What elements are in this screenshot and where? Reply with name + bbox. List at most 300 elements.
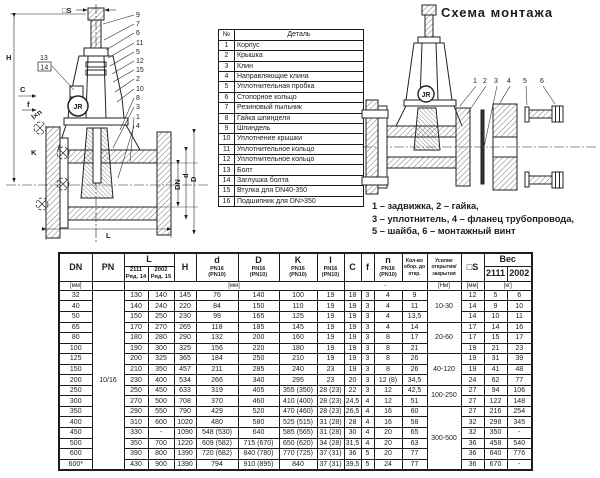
dim-row [59,333,532,344]
dim-cell: 23 [507,343,532,354]
force-range-cell: 20-60 [427,322,461,354]
callout: 8 [136,95,140,102]
col-h: H [174,253,196,281]
dim-cell: 550 [148,406,174,417]
dim-cell: 5 [361,459,374,470]
dim-cell: 17 [461,322,484,333]
dim-cell: 160 [279,333,317,344]
dim-cell: 450 [148,385,174,396]
dim-cell: 200 [124,354,148,365]
m-washer-bottom [525,172,529,187]
callout: 7 [136,21,140,28]
dim-cell: 8 [374,364,402,375]
dim-cell: 11 [507,312,532,323]
parts-col-num: № [219,30,235,41]
col-f: f [361,253,374,281]
dim-table-body [59,290,532,470]
parts-cell: 1 [219,40,235,50]
parts-cell: 14 [219,175,235,185]
dim-cell: 37 (31) [317,459,344,470]
dim-cell: 31 (28) [317,428,344,439]
m-gasket [481,110,484,184]
dim-cell: 19 [344,364,361,375]
dim-cell: 58 [402,417,427,428]
mounting-legend [372,200,598,238]
mounting-scheme-title: Схема монтажа [441,5,554,20]
dim-cell: 156 [196,343,238,354]
dim-cell: 19 [317,312,344,323]
parts-table-body [219,40,364,206]
legend-line: 5 – шайба, 6 – монтажный винт [372,226,516,236]
m-stem [425,15,433,37]
dim-cell: 15 [484,333,507,344]
legend-line: 1 – задвижка, 2 – гайка, [372,201,479,211]
dim-cell: 266 [196,375,238,386]
dim-cell: 390 [124,449,148,460]
dim-cell: 77 [507,375,532,386]
dim-cell: 800 [148,449,174,460]
dim-cell: 30 [344,428,361,439]
parts-cell: Уплотнительное кольцо [235,155,364,165]
dim-cell: 370 [196,396,238,407]
left-flange [46,127,60,238]
dim-cell: 230 [124,375,148,386]
dim-cell: 22 [344,385,361,396]
parts-row [219,155,364,165]
parts-cell: Стопорное кольцо [235,92,364,102]
col-n: n PN16 (PN10) [374,253,402,281]
parts-cell: Клин [235,61,364,71]
dim-cell: 106 [507,385,532,396]
dim-cell: 200 [238,333,279,344]
dim-cell: 350 [124,438,148,449]
callout: 2 [483,78,487,85]
dim-cell: 220 [174,301,196,312]
dim-row [59,343,532,354]
parts-list-table [218,29,364,207]
parts-cell: Подшипник для DN>350 [235,196,364,206]
dim-cell: 148 [507,396,532,407]
dim-cell: 63 [402,438,427,449]
parts-cell: 8 [219,113,235,123]
dim-cell: 4 [374,312,402,323]
dim-cell: 350 [148,364,174,375]
dim-cell: 715 (670) [238,438,279,449]
dim-row [59,364,532,375]
dim-cell: 250 [238,354,279,365]
col-pn: PN [92,253,124,281]
dim-cell: 27 [461,396,484,407]
dim-cell: 250 [148,312,174,323]
dim-cell: 580 [238,417,279,428]
bonnet-flange [64,118,128,125]
col-s: □S [461,253,484,281]
callout: 15 [136,67,144,74]
parts-cell: 16 [219,196,235,206]
dim-cell: 3 [361,354,374,365]
m-bolt-shaft-bottom [529,176,552,184]
dn-cell: 450 [59,428,92,439]
callout: 3 [494,78,498,85]
dim-cell: 19 [317,290,344,301]
dim-cell: 118 [196,322,238,333]
dim-cell: 19 [344,354,361,365]
dim-row [59,354,532,365]
unit-cell [92,281,124,290]
dim-cell: 110 [279,301,317,312]
callout: 10 [136,86,144,93]
dim-cell: 19 [317,354,344,365]
dim-cell: 12 [374,396,402,407]
dim-cell: 180 [279,343,317,354]
dim-cell: 640 [484,449,507,460]
dim-cell: 295 [279,375,317,386]
dim-cell: 76 [196,290,238,301]
dim-row [59,417,532,428]
parts-cell: Направляющие клина [235,71,364,81]
dim-label-L: L [106,231,111,240]
dim-cell: 9 [484,301,507,312]
dim-cell: 150 [124,312,148,323]
dim-cell: 19 [344,343,361,354]
dim-cell: 3 [361,322,374,333]
dim-cell: 19 [317,343,344,354]
dim-cell: 1220 [174,438,196,449]
parts-cell: Крышка [235,51,364,61]
dim-cell: 140 [148,290,174,301]
dim-cell: 520 [238,406,279,417]
dim-label-f: f [27,100,30,109]
dim-cell: 3 [361,343,374,354]
dim-cell: 3 [361,375,374,386]
callout: 6 [136,30,140,37]
dim-cell: 355 (350) [279,385,317,396]
units-row [59,281,532,290]
col-force: Усилие открытия/закрытия [427,253,461,281]
parts-row [219,165,364,175]
dim-cell: 5 [361,449,374,460]
dim-cell: 3 [361,364,374,375]
parts-row [219,186,364,196]
parts-cell: 7 [219,103,235,113]
dim-cell: 21 [484,343,507,354]
dim-cell: 457 [174,364,196,375]
dim-cell: - [507,459,532,470]
dim-row [59,406,532,417]
parts-row [219,196,364,206]
dim-cell: 460 [238,396,279,407]
dim-cell: 3 [361,333,374,344]
dim-cell: 910 (895) [238,459,279,470]
unit-cell: [Нм] [427,281,461,290]
dim-cell: 20 [344,375,361,386]
dim-cell: 4 [361,406,374,417]
parts-row [219,144,364,154]
dim-cell: 36 [344,449,361,460]
dim-cell: 19 [344,301,361,312]
dim-cell: 254 [507,406,532,417]
dim-cell: 840 (780) [238,449,279,460]
dn-cell: 250 [59,385,92,396]
m-left-bolt-top [362,110,388,118]
dim-cell: 170 [124,322,148,333]
m-bolt-shaft-top [529,110,552,118]
dim-cell: 24 [461,375,484,386]
dn-cell: 100 [59,343,92,354]
dn-cell: 40 [59,301,92,312]
dim-cell: 28 (23) [317,406,344,417]
dim-cell: 65 [402,428,427,439]
dim-cell: 190 [124,343,148,354]
dim-cell: 540 [507,438,532,449]
dim-cell: 21 [402,343,427,354]
dim-row [59,385,532,396]
parts-cell: 10 [219,134,235,144]
dim-cell: - [507,428,532,439]
m-wedge [414,108,440,150]
dim-cell: 285 [238,364,279,375]
pipe-wall-top [68,150,157,163]
dim-cell: 794 [196,459,238,470]
dim-row [59,449,532,460]
dim-cell: 3 [361,290,374,301]
dim-cell: 265 [174,322,196,333]
parts-cell: 6 [219,92,235,102]
dim-cell: 34 (28) [317,438,344,449]
parts-cell: 2 [219,51,235,61]
dn-cell: 150 [59,364,92,375]
dim-cell: 4 [374,290,402,301]
parts-row [219,134,364,144]
dim-cell: 534 [174,375,196,386]
col-L-2111: 2111 Ряд. 14 [125,267,147,280]
dim-cell: 298 [484,417,507,428]
dim-cell: 19 [461,364,484,375]
dim-cell: 405 [238,385,279,396]
dim-cell: 609 (582) [196,438,238,449]
parts-cell: 5 [219,82,235,92]
dim-cell: 633 [174,385,196,396]
dim-cell: 330 [124,428,148,439]
dim-cell: 150 [238,301,279,312]
pn-cell: 10/16 [92,290,124,470]
parts-cell: Резиновый пыльник [235,103,364,113]
dim-label-d: d [181,173,190,178]
dim-cell: 319 [196,385,238,396]
mounting-scheme-drawing [360,0,600,198]
dim-cell: 16 [374,417,402,428]
parts-cell: Уплотнительное кольцо [235,144,364,154]
dim-cell: 10 [507,301,532,312]
dim-cell: 20 [374,449,402,460]
dim-cell: 1090 [174,428,196,439]
dim-row [59,459,532,470]
legend-line: 3 – уплотнитель, 4 – фланец трубопровода, [372,213,574,224]
right-flange [157,132,171,235]
dim-cell: 4 [361,396,374,407]
col-d: d PN16 (PN10) [196,253,238,281]
dim-cell: 270 [148,322,174,333]
unit-cell: [мм] [59,281,92,290]
dim-cell: 145 [174,290,196,301]
col-weight-2002: 2002 [507,267,532,282]
dim-cell: 16 [507,322,532,333]
dn-cell: 500 [59,438,92,449]
dim-cell: 28 (23) [317,396,344,407]
dim-cell: 600 [148,417,174,428]
dim-cell: 19 [344,322,361,333]
dim-cell: 340 [238,375,279,386]
dim-cell: 60 [402,406,427,417]
dim-cell: 39,5 [344,459,361,470]
dim-cell: 32 [461,428,484,439]
dim-cell: 230 [174,312,196,323]
dim-cell: 31,5 [345,439,360,447]
parts-row [219,51,364,61]
dim-cell: 776 [507,449,532,460]
dim-cell: 3 [361,312,374,323]
m-valve-flange [456,108,470,186]
dim-cell: 19 [461,343,484,354]
dim-cell: 145 [279,322,317,333]
dim-cell: 132 [196,333,238,344]
dim-cell: 4 [361,438,374,449]
dim-cell: 185 [238,322,279,333]
parts-row [219,71,364,81]
valve-body-shapes [6,4,210,244]
dim-cell: 24 [374,459,402,470]
dim-cell: 1390 [174,459,196,470]
dim-row [59,301,532,312]
parts-row [219,40,364,50]
dim-cell: 24,5 [345,397,360,405]
m-brand-logo: JR [421,92,431,99]
force-range-cell: 300-500 [427,406,461,470]
unit-cell: [кг] [484,281,532,290]
dim-label-C: C [20,85,26,94]
parts-cell: 4 [219,71,235,81]
callout: 3 [136,104,140,111]
parts-cell: Болт [235,165,364,175]
dim-cell: 94 [484,385,507,396]
dim-cell: 180 [124,333,148,344]
dim-cell: 365 [174,354,196,365]
dim-cell: 429 [196,406,238,417]
dim-cell: 19 [317,333,344,344]
stem-nut [84,48,108,56]
dim-cell: 4 [361,417,374,428]
dim-cell: 19 [317,301,344,312]
dim-cell: 17 [402,333,427,344]
dim-cell: 290 [174,333,196,344]
mounting-callouts [473,78,544,85]
dim-label-H: H [6,53,12,62]
col-C: C [344,253,361,281]
dim-row [59,290,532,301]
dim-row [59,396,532,407]
dim-cell: 32 [461,417,484,428]
dim-cell: 34,5 [402,375,427,386]
unit-cell: - [344,281,427,290]
dim-cell: 31 [484,354,507,365]
dim-cell: 26,5 [345,408,360,416]
parts-row [219,82,364,92]
dim-cell: 14 [484,322,507,333]
dim-cell: 790 [174,406,196,417]
dim-cell: 122 [484,396,507,407]
parts-cell: 13 [219,165,235,175]
dim-cell: 9 [402,290,427,301]
parts-row [219,103,364,113]
force-range-cell: 40-120 [427,354,461,386]
dim-cell: 310 [124,417,148,428]
dim-cell: 77 [402,459,427,470]
parts-cell: Уплотнение крышки [235,134,364,144]
dim-cell: 17 [461,333,484,344]
dim-cell: 51 [402,396,427,407]
callout: 2 [136,76,140,83]
parts-cell: 3 [219,61,235,71]
dim-cell: 12 [374,385,402,396]
dim-cell: 900 [148,459,174,470]
dim-cell: 18 [344,290,361,301]
dim-row [59,428,532,439]
dim-cell: 325 [174,343,196,354]
dim-cell: 290 [124,406,148,417]
dim-cell: 165 [238,312,279,323]
dim-cell: 500 [148,396,174,407]
dim-cell: 77 [402,449,427,460]
dim-cell: 216 [484,406,507,417]
dim-cell: 62 [484,375,507,386]
dim-cell: 11 [402,301,427,312]
dim-cell: 31 (28) [317,417,344,428]
dim-label-K: K [31,148,37,157]
dim-cell: 140 [124,301,148,312]
dn-cell: 350 [59,406,92,417]
callout: 13 [40,55,48,62]
parts-cell: 11 [219,144,235,154]
dim-cell: 19 [461,354,484,365]
dn-cell: 300 [59,396,92,407]
dim-cell: 210 [124,364,148,375]
parts-cell: 15 [219,186,235,196]
dim-cell: 19 [344,312,361,323]
dim-cell: 13,5 [402,312,427,323]
dn-cell: 50 [59,312,92,323]
dim-cell: 36 [461,438,484,449]
dn-cell: 600* [59,459,92,470]
dim-row [59,312,532,323]
callout: 1 [136,114,140,121]
m-bolt-head-bottom [552,172,563,188]
dn-cell: 32 [59,290,92,301]
dn-cell: 65 [59,322,92,333]
col-D: D PN16 (PN10) [238,253,279,281]
dim-cell: 23 [317,364,344,375]
dim-cell: - [148,428,174,439]
dim-cell: 470 (460) [279,406,317,417]
parts-row [219,113,364,123]
dim-cell: 14 [461,312,484,323]
dn-cell: 200 [59,375,92,386]
dim-cell: 19 [344,333,361,344]
dim-row [59,438,532,449]
dim-cell: 36 [461,459,484,470]
dim-row [59,375,532,386]
parts-cell: Втулка для DN40-350 [235,186,364,196]
callout: 4 [136,123,140,130]
